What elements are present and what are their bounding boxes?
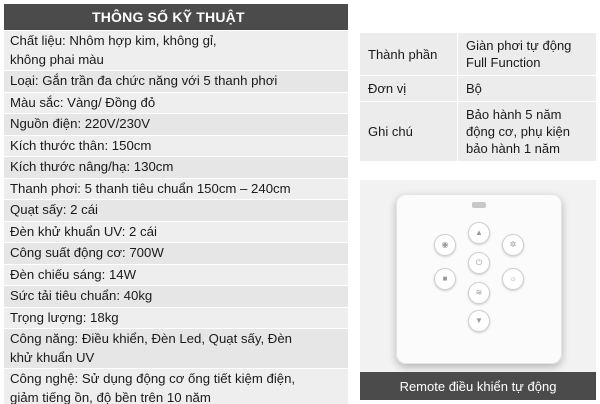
info-value bbox=[458, 76, 596, 101]
spec-row bbox=[4, 199, 348, 221]
spec-row bbox=[4, 285, 348, 307]
dry-icon: ≋ bbox=[468, 282, 490, 304]
fan-icon: ✲ bbox=[502, 234, 524, 256]
info-key: Đơn vị bbox=[360, 76, 458, 101]
spec-row bbox=[4, 70, 348, 92]
remote-logo bbox=[472, 202, 486, 208]
info-value-line: động cơ, phụ kiện bbox=[466, 124, 570, 139]
spec-row bbox=[4, 92, 348, 114]
stop-icon: ■ bbox=[434, 268, 456, 290]
spec-row bbox=[4, 242, 348, 264]
spec-row-text: Đèn chiếu sáng: 14W bbox=[10, 266, 137, 282]
info-value-line: Full Function bbox=[466, 55, 541, 70]
info-key: Ghi chú bbox=[360, 102, 458, 161]
power-icon: ⏻ bbox=[468, 252, 490, 274]
uv-icon: ☼ bbox=[502, 268, 524, 290]
spec-row-text: giảm tiếng ồn, độ bền trên 10 năm bbox=[10, 389, 211, 404]
spec-header: THÔNG SỐ KỸ THUẬT bbox=[4, 4, 348, 30]
spec-row-text: Đèn khử khuẩn UV: 2 cái bbox=[10, 223, 157, 239]
spec-row bbox=[4, 328, 348, 368]
info-value-line: Bảo hành 5 năm bbox=[466, 107, 562, 122]
info-value-line: Giàn phơi tự động bbox=[466, 38, 572, 53]
spec-row bbox=[4, 135, 348, 157]
down-arrow-icon: ▼ bbox=[468, 310, 490, 332]
spec-row-text: Trọng lượng: 18kg bbox=[10, 309, 119, 325]
info-value bbox=[458, 102, 596, 161]
spec-row-text: Kích thước thân: 150cm bbox=[10, 137, 152, 153]
spec-row-text: không phai màu bbox=[10, 51, 104, 67]
spec-row-text: Công năng: Điều khiển, Đèn Led, Quạt sấy, Đèn bbox=[10, 331, 292, 346]
spec-row bbox=[4, 368, 348, 404]
spec-row-text: Nguồn điện: 220V/230V bbox=[10, 116, 151, 131]
info-table bbox=[360, 32, 596, 161]
spec-row-text: Công nghệ: Sử dụng động cơ ống tiết kiệm điện, bbox=[10, 371, 296, 386]
spec-row-text: Quạt sấy: 2 cái bbox=[10, 202, 98, 217]
info-value-line: bảo hành 1 năm bbox=[466, 141, 560, 156]
info-row bbox=[360, 75, 596, 101]
spec-row bbox=[4, 156, 348, 178]
spec-row bbox=[4, 264, 348, 286]
remote-image bbox=[360, 180, 596, 400]
spec-row-text: Sức tải tiêu chuẩn: 40kg bbox=[10, 288, 153, 303]
spec-row bbox=[4, 113, 348, 135]
info-key: Thành phần bbox=[360, 33, 458, 75]
spec-row-text: Kích thước nâng/hạ: 130cm bbox=[10, 159, 174, 174]
spec-row bbox=[4, 30, 348, 70]
info-value bbox=[458, 33, 596, 75]
info-value-line: Bộ bbox=[466, 81, 482, 96]
spec-row-text: Màu sắc: Vàng/ Đồng đỏ bbox=[10, 94, 156, 110]
info-row bbox=[360, 101, 596, 161]
spec-row bbox=[4, 221, 348, 243]
spec-row-text: Công suất động cơ: 700W bbox=[10, 245, 164, 260]
spec-row-text: khử khuẩn UV bbox=[10, 349, 95, 365]
spec-row-text: Thanh phơi: 5 thanh tiêu chuẩn 150cm – 240cm bbox=[10, 180, 291, 196]
info-row bbox=[360, 32, 596, 75]
spec-row bbox=[4, 178, 348, 200]
spec-row-text: Loại: Gắn trần đa chức năng với 5 thanh phơi bbox=[10, 73, 278, 88]
spec-rows bbox=[4, 30, 348, 404]
spec-table bbox=[4, 4, 348, 404]
up-arrow-icon: ▲ bbox=[468, 222, 490, 244]
spec-row-text: Chất liệu: Nhôm hợp kim, không gỉ, bbox=[10, 33, 217, 48]
light-icon: ◉ bbox=[434, 234, 456, 256]
remote-device bbox=[396, 194, 562, 364]
spec-row bbox=[4, 307, 348, 329]
remote-caption: Remote điều khiển tự động bbox=[360, 372, 596, 400]
